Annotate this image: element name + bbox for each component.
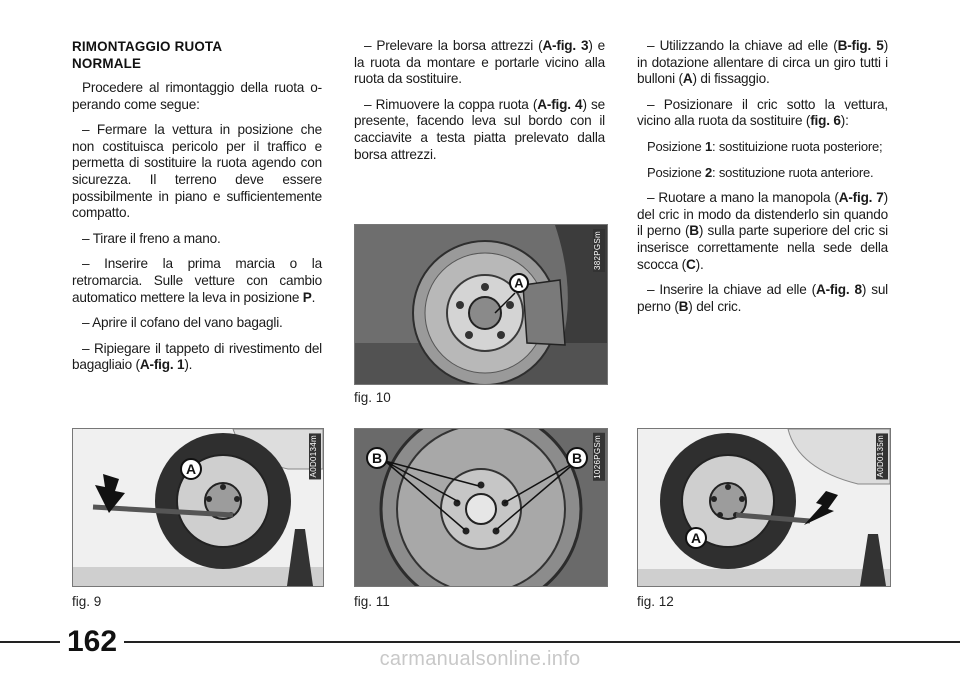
paragraph xyxy=(637,165,888,182)
watermark: carmanualsonline.info xyxy=(379,648,581,670)
figure-11-caption: fig. 11 xyxy=(354,594,390,609)
text: ): xyxy=(840,113,849,129)
text: ). xyxy=(184,357,193,373)
paragraph: – Aprire il cofano del vano bagagli. xyxy=(82,315,283,331)
figure-code: A0D0134m xyxy=(309,433,321,479)
figure-10-caption: fig. 10 xyxy=(354,390,391,405)
bold-text: A xyxy=(682,71,693,87)
paragraph xyxy=(637,282,888,315)
paragraph xyxy=(637,139,888,156)
text: ) sulla parte superiore del cric si inserisce correttamente nella sede della scocca ( xyxy=(637,223,889,272)
text: – Inserire la chiave ad elle ( xyxy=(647,282,816,298)
text-column-3 xyxy=(637,38,888,324)
paragraph xyxy=(72,341,322,374)
text: – Inserire la prima marcia o la retromarcia. Sulle vetture con cambio automatico mettere la leva in posizione xyxy=(72,256,322,305)
text: Posizione xyxy=(647,164,705,180)
text: – Posizionare il cric sotto la vettura, vicino alla ruota da sostituire ( xyxy=(637,96,888,129)
text: – Ripiegare il tappeto di rivestimento del bagagliaio ( xyxy=(72,340,322,373)
steel-wheel-illustration xyxy=(355,429,607,586)
paragraph: – Tirare il freno a mano. xyxy=(82,230,221,246)
callout-label-a: A xyxy=(690,530,702,546)
text: : sostituzione ruota anteriore. xyxy=(712,164,874,180)
figure-9-caption: fig. 9 xyxy=(72,594,102,609)
bold-text: B-fig. 5 xyxy=(837,38,884,53)
bold-text: P xyxy=(302,289,312,305)
text: ) in dotazione allentare di circa un giro tutti i bulloni ( xyxy=(637,38,889,87)
bold-text: 2 xyxy=(704,164,713,180)
section-heading xyxy=(72,38,322,72)
paragraph xyxy=(354,38,605,88)
text: ) di fissaggio. xyxy=(692,71,770,87)
heading-line-2: NORMALE xyxy=(72,56,142,71)
paragraph: – Fermare la vettura in posizione che non costituisca pericolo per il traffico e permetta di sostituire la ruota agendo con sicurezza. Il terreno deve essere possibilmente in piano e sufficientemente compatto. xyxy=(72,122,322,221)
paragraph xyxy=(354,97,605,163)
text: ) del cric. xyxy=(688,298,742,314)
bold-text: A-fig. 8 xyxy=(815,282,862,298)
figure-code: 382PGSm xyxy=(593,229,605,272)
page-number: 162 xyxy=(60,622,124,662)
text: – Utilizzando la chiave ad elle ( xyxy=(647,38,838,53)
text: : sostituizione ruota posteriore; xyxy=(712,138,883,154)
bold-text: C xyxy=(686,256,696,272)
paragraph xyxy=(637,38,888,88)
text: ) sul perno ( xyxy=(637,282,889,314)
bold-text: A-fig. 3 xyxy=(542,38,589,53)
wheel-wrench-illustration xyxy=(638,429,890,586)
text-column-1 xyxy=(72,38,322,383)
page-divider xyxy=(0,641,960,643)
text: – Prelevare la borsa attrezzi ( xyxy=(364,38,543,53)
figure-12-caption: fig. 12 xyxy=(637,594,674,609)
text: Posizione xyxy=(647,138,705,154)
figure-10-brake-disc xyxy=(354,224,608,385)
callout-label-b-left: B xyxy=(371,450,383,466)
text: – Ruotare a mano la manopola ( xyxy=(647,190,839,206)
bold-text: B xyxy=(678,298,689,314)
figure-9-wheel-wrench xyxy=(72,428,324,587)
heading-line-1: RIMONTAGGIO RUOTA xyxy=(72,39,223,54)
figure-11-steel-wheel xyxy=(354,428,608,587)
bold-text: 1 xyxy=(704,138,713,154)
text: ) e la ruota da montare e portarle vicino alla ruota da sostituire. xyxy=(354,38,606,87)
text-column-2 xyxy=(354,38,605,172)
paragraph: Procedere al rimontaggio della ruota o-perando come segue: xyxy=(72,80,322,112)
bold-text: A-fig. 1 xyxy=(139,357,185,373)
paragraph xyxy=(637,190,888,273)
text: ) se presente, facendo leva sul bordo con il cacciavite a testa piatta prelevato dalla borsa attrezzi. xyxy=(354,96,606,162)
paragraph xyxy=(72,256,322,306)
text: . xyxy=(311,289,316,305)
callout-label-a: A xyxy=(185,461,197,477)
figure-code: A0D0135m xyxy=(876,433,888,479)
figure-code: 1026PGSm xyxy=(593,433,605,481)
brake-disc-illustration xyxy=(355,225,607,384)
paragraph xyxy=(637,97,888,130)
bold-text: A-fig. 4 xyxy=(537,96,583,112)
text: ) del cric in modo da distenderlo sin quando il perno ( xyxy=(637,190,888,239)
wheel-wrench-illustration xyxy=(73,429,323,586)
figure-12-wheel-wrench xyxy=(637,428,891,587)
bold-text: fig. 6 xyxy=(810,113,841,129)
bold-text: A-fig. 7 xyxy=(838,190,884,206)
text: ). xyxy=(695,256,704,272)
bold-text: B xyxy=(689,223,699,239)
text: – Rimuovere la coppa ruota ( xyxy=(364,96,538,112)
callout-label-b-right: B xyxy=(571,450,583,466)
callout-label-a: A xyxy=(514,275,524,291)
